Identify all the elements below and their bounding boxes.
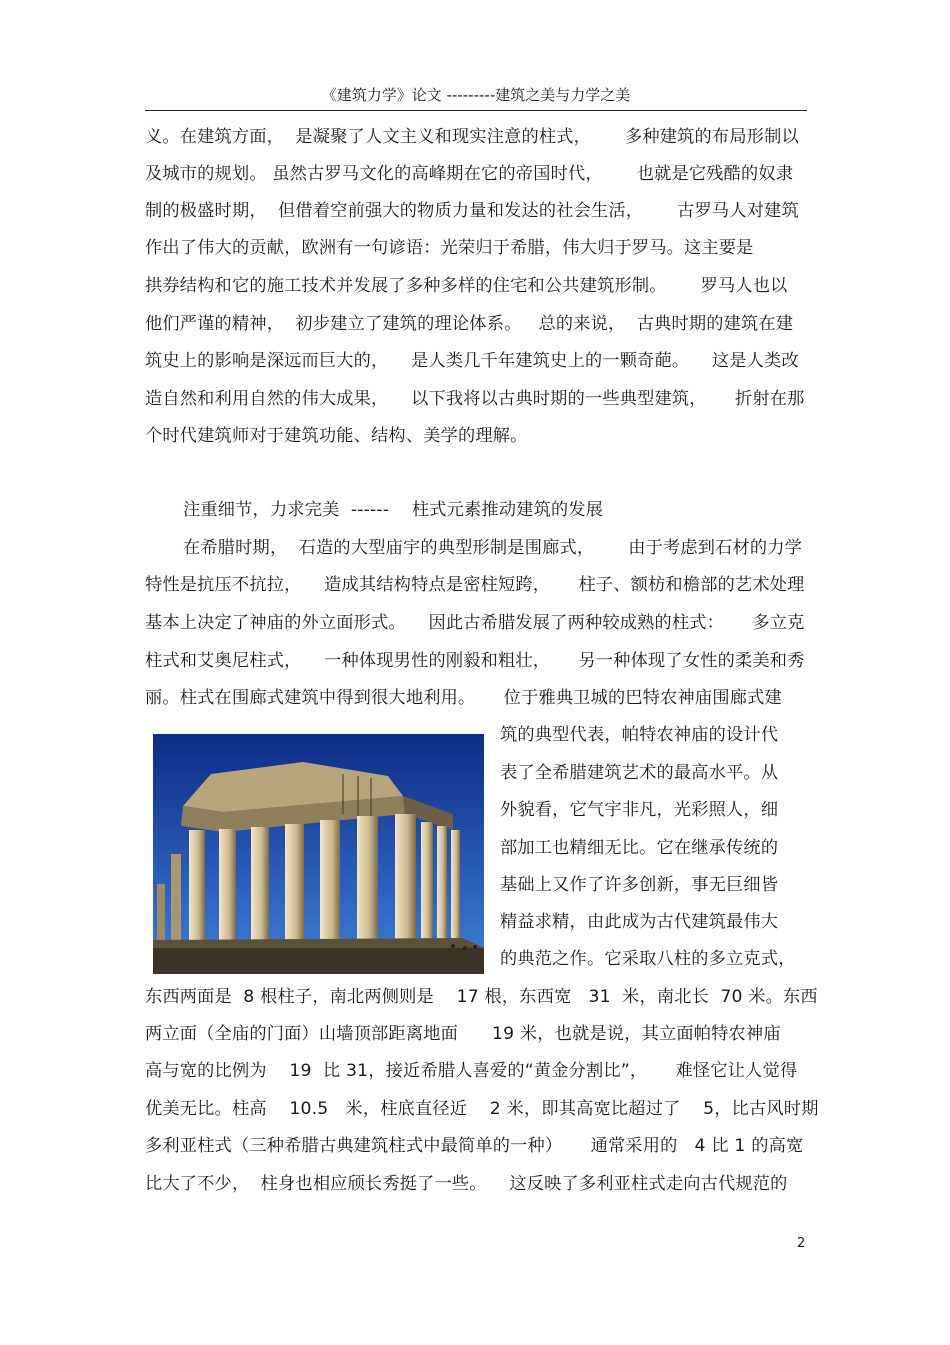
text-line: 东西两面是 8 根柱子，南北两侧则是 17 根，东西宽 31 米，南北长 70 米。东西 (145, 987, 818, 1007)
text-line: 外貌看，它气宇非凡，光彩照人，细 (500, 800, 779, 820)
parthenon-photo (153, 734, 484, 974)
text-line: 优美无比。柱高 10.5 米，柱底直径近 2 米，即其高宽比超过了 5，比古风时期 (145, 1099, 819, 1119)
text-line: 造自然和利用自然的伟大成果， 以下我将以古典时期的一些典型建筑， 折射在那 (145, 389, 805, 409)
text-line: 筑史上的影响是深远而巨大的， 是人类几千年建筑史上的一颗奇葩。 这是人类改 (145, 351, 799, 371)
text-line: 在希腊时期， 石造的大型庙宇的典型形制是围廊式， 由于考虑到石材的力学 (183, 538, 803, 558)
text-line: 特性是抗压不抗拉， 造成其结构特点是密柱短跨， 柱子、额枋和檐部的艺术处理 (145, 575, 805, 595)
text-line: 部加工也精细无比。它在继承传统的 (500, 838, 779, 858)
text-line: 丽。柱式在围廊式建筑中得到很大地利用。 位于雅典卫城的巴特农神庙围廊式建 (145, 688, 782, 708)
text-line: 比大了不少， 柱身也相应颀长秀挺了一些。 这反映了多利亚柱式走向古代规范的 (145, 1174, 788, 1194)
text-line: 筑的典型代表，帕特农神庙的设计代 (500, 725, 779, 745)
text-line: 义。在建筑方面， 是凝聚了人文主义和现实注意的柱式， 多种建筑的布局形制以 (145, 127, 799, 147)
text-line: 及城市的规划。 虽然古罗马文化的高峰期在它的帝国时代， 也就是它残酷的奴隶 (145, 164, 794, 184)
text-line: 柱式和艾奥尼柱式， 一种体现男性的刚毅和粗壮， 另一种体现了女性的柔美和秀 (145, 651, 805, 671)
text-line: 高与宽的比例为 19 比 31，接近希腊人喜爱的“黄金分割比”， 难怪它让人觉得 (145, 1061, 798, 1081)
text-line: 基本上决定了神庙的外立面形式。 因此古希腊发展了两种较成熟的柱式： 多立克 (145, 613, 805, 633)
page-number: 2 (797, 1236, 806, 1251)
page-header: 《建筑力学》论文 ---------建筑之美与力学之美 (321, 86, 631, 104)
text-line: 基础上又作了许多创新，事无巨细皆 (500, 875, 779, 895)
text-line: 制的极盛时期， 但借着空前强大的物质力量和发达的社会生活， 古罗马人对建筑 (145, 201, 799, 221)
section-heading: 注重细节，力求完美 ------ 柱式元素推动建筑的发展 (183, 500, 604, 520)
text-line: 个时代建筑师对于建筑功能、结构、美学的理解。 (145, 426, 528, 446)
text-line: 两立面（全庙的门面）山墙顶部距离地面 19 米，也就是说，其立面帕特农神庙 (145, 1024, 781, 1044)
text-line: 的典范之作。它采取八柱的多立克式， (500, 949, 796, 969)
text-line: 精益求精，由此成为古代建筑最伟大 (500, 912, 779, 932)
text-line: 多利亚柱式（三种希腊古典建筑柱式中最简单的一种） 通常采用的 4 比 1 的高宽 (145, 1136, 804, 1156)
text-line: 他们严谨的精神， 初步建立了建筑的理论体系。 总的来说， 古典时期的建筑在建 (145, 314, 794, 334)
header-rule (145, 110, 807, 111)
text-line: 作出了伟大的贡献，欧洲有一句谚语：光荣归于希腊，伟大归于罗马。这主要是 (145, 238, 754, 258)
text-line: 拱券结构和它的施工技术并发展了多种多样的住宅和公共建筑形制。 罗马人也以 (145, 276, 788, 296)
text-line: 表了全希腊建筑艺术的最高水平。从 (500, 763, 779, 783)
